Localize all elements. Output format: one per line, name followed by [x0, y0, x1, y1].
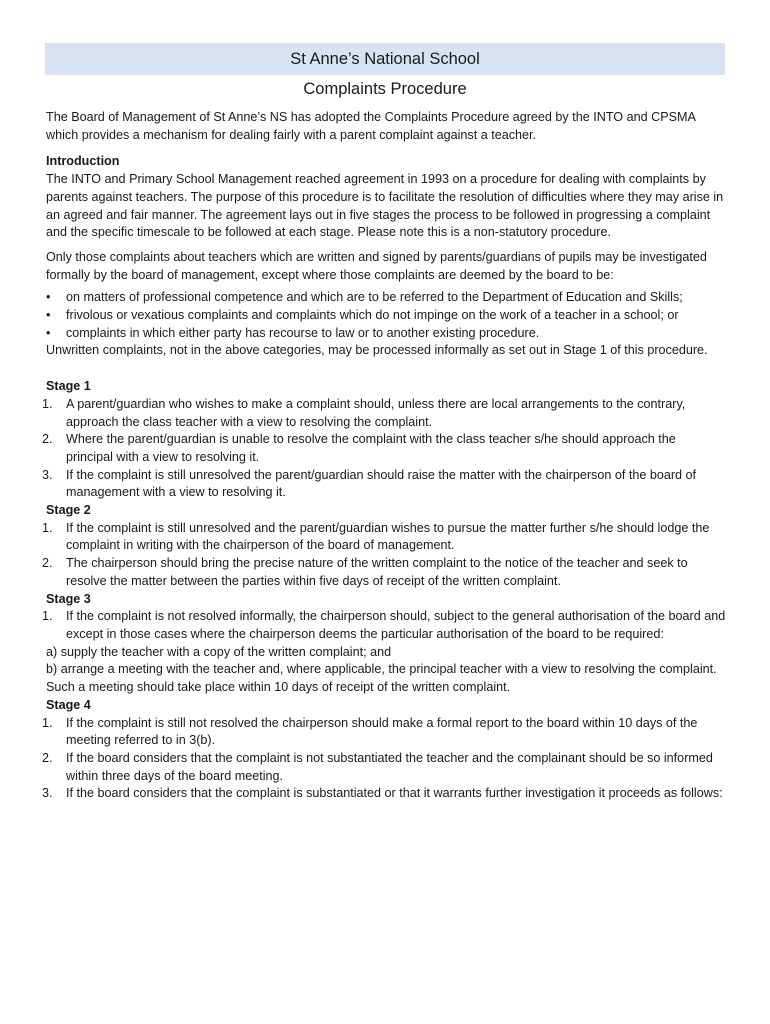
- item-text: If the board considers that the complaint is not substantiated the teacher and the complainant should be so informed within three days of the board meeting.: [66, 750, 713, 783]
- item-text: If the complaint is not resolved informally, the chairperson should, subject to the general authorisation of the board and except in those cases where the chairperson deems the particular authorisation of the board to be required:: [66, 609, 726, 641]
- list-item: [42, 396, 726, 431]
- item-number: 2.: [42, 432, 53, 447]
- list-item: [42, 431, 726, 466]
- item-text: The chairperson should bring the precise nature of the written complaint to the notice of the teacher and seek to resolve the matter between the parties within five days of receipt of the written complaint.: [66, 556, 688, 588]
- item-number: 2.: [42, 750, 53, 765]
- list-item: • on matters of professional competence and which are to be referred to the Department of Education and Skills;: [46, 289, 726, 307]
- stage-3-heading: Stage 3: [46, 591, 91, 606]
- list-item: [42, 555, 726, 590]
- item-number: 3.: [42, 786, 53, 801]
- list-item: [42, 608, 726, 643]
- stage-3-sub-a: a) supply the teacher with a copy of the written complaint; and: [46, 644, 392, 659]
- list-item: [42, 715, 726, 750]
- item-number: 3.: [42, 467, 53, 482]
- stage-1-heading: Stage 1: [46, 379, 91, 394]
- item-text: If the complaint is still unresolved and the parent/guardian wishes to pursue the matter further s/he should lodge the complaint in writing with the chairperson of the board of management.: [66, 520, 710, 553]
- item-text: If the complaint is still unresolved the parent/guardian should raise the matter with the chairperson of the board of management with a view to resolving it.: [66, 467, 697, 500]
- list-item: [42, 520, 726, 555]
- list-item: • complaints in which either party has recourse to law or to another existing procedure.: [46, 325, 726, 343]
- item-text: A parent/guardian who wishes to make a complaint should, unless there are local arrangements to the contrary, approach the class teacher with a view to resolving the complaint.: [66, 396, 686, 429]
- list-item: [42, 785, 726, 803]
- school-name: St Anne’s National School: [290, 50, 480, 68]
- introduction-heading: Introduction: [46, 154, 120, 169]
- document-body: [42, 109, 726, 803]
- list-item: • frivolous or vexatious complaints and complaints which do not impinge on the work of a teacher in a school; or: [46, 307, 726, 325]
- stage-3-list: [42, 608, 726, 643]
- intro-paragraph: The Board of Management of St Anne’s NS has adopted the Complaints Procedure agreed by the INTO and CPSMA which provides a mechanism for dealing fairly with a parent complaint against a teacher.: [46, 110, 696, 142]
- item-text: If the board considers that the complaint is substantiated or that it warrants further investigation it proceeds as follows:: [66, 786, 723, 801]
- stage-4-list: [42, 715, 726, 804]
- item-number: 1.: [42, 715, 53, 730]
- list-item: [42, 750, 726, 785]
- stage-3-sub-b: b) arrange a meeting with the teacher and, where applicable, the principal teacher with a view to resolving the complaint. Such a meeting should take place within 10 days of receipt of the written complaint.: [46, 662, 717, 695]
- school-name-banner: [45, 43, 725, 75]
- introduction-paragraph: The INTO and Primary School Management reached agreement in 1993 on a procedure for dealing with complaints by parents against teachers. The purpose of this procedure is to facilitate the resolution of difficulties where they may arise in an agreed and fair manner. The agreement lays out in five stages the process to be followed in progressing a complaint and the specific timescale to be followed at each stage. Please note this is a non-statutory procedure.: [46, 172, 724, 240]
- scope-paragraph: Only those complaints about teachers which are written and signed by parents/guardians of pupils may be investigated formally by the board of management, except where those complaints are deemed by the board to be:: [46, 249, 707, 282]
- list-item: [42, 467, 726, 502]
- item-number: 1.: [42, 520, 53, 535]
- stage-2-list: [42, 520, 726, 591]
- exceptions-list: [46, 289, 726, 342]
- item-number: 1.: [42, 396, 53, 411]
- item-number: 2.: [42, 556, 53, 571]
- stage-2-heading: Stage 2: [46, 503, 91, 518]
- item-number: 1.: [42, 609, 53, 624]
- item-text: If the complaint is still not resolved the chairperson should make a formal report to the board within 10 days of the meeting referred to in 3(b).: [66, 715, 698, 748]
- unwritten-complaints-paragraph: Unwritten complaints, not in the above categories, may be processed informally as set out in Stage 1 of this procedure.: [46, 343, 708, 358]
- item-text: Where the parent/guardian is unable to resolve the complaint with the class teacher s/he should approach the principal with a view to resolving it.: [66, 432, 676, 464]
- stage-1-list: [42, 396, 726, 502]
- document-title: Complaints Procedure: [303, 80, 467, 98]
- stage-4-heading: Stage 4: [46, 697, 91, 712]
